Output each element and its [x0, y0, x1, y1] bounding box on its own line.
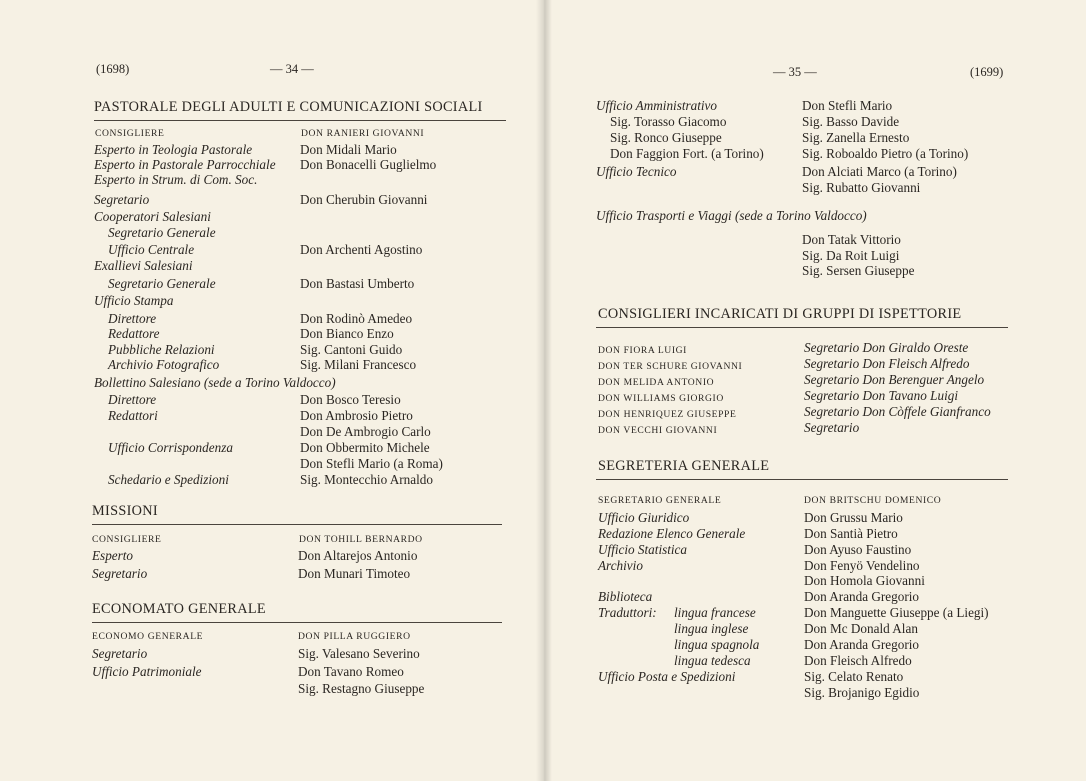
- role-label: Ufficio Trasporti e Viaggi (sede a Torino Valdocco): [596, 208, 867, 223]
- page-number: — 35 —: [773, 65, 817, 79]
- section-rule: [94, 120, 506, 121]
- head-role: ECONOMO GENERALE: [92, 631, 204, 642]
- person-name: Sig. Rubatto Giovanni: [802, 180, 921, 195]
- role-label: Esperto in Strum. di Com. Soc.: [94, 172, 258, 187]
- person-name: Don Ambrosio Pietro: [300, 408, 413, 423]
- role-label: Cooperatori Salesiani: [94, 209, 211, 224]
- person-name: Don Cherubin Giovanni: [300, 192, 428, 207]
- person-name: Don Stefli Mario (a Roma): [300, 456, 443, 471]
- person-name: Don Grussu Mario: [804, 510, 903, 525]
- person-name: Don Santià Pietro: [804, 526, 898, 541]
- role-label: Ufficio Stampa: [94, 293, 174, 308]
- role-label: Esperto in Pastorale Parrocchiale: [94, 157, 276, 172]
- person-name: Don Aranda Gregorio: [804, 637, 919, 652]
- person-name: Don Manguette Giuseppe (a Liegi): [804, 605, 989, 620]
- role-label: Archivio: [598, 558, 643, 573]
- secretary-entry: Segretario Don Fleisch Alfredo: [804, 356, 970, 371]
- role-label: Segretario: [94, 192, 150, 207]
- section-title: CONSIGLIERI INCARICATI DI GRUPPI DI ISPETTORIE: [598, 306, 962, 322]
- language-label: lingua inglese: [674, 621, 749, 636]
- section-rule: [596, 479, 1008, 480]
- person-name: Don Rodinò Amedeo: [300, 311, 413, 326]
- section-title: ECONOMATO GENERALE: [92, 601, 266, 617]
- head-role: CONSIGLIERE: [95, 128, 165, 139]
- role-label: Esperto: [92, 548, 134, 563]
- person-name: Don Ayuso Faustino: [804, 542, 912, 557]
- role-label: Ufficio Centrale: [108, 242, 195, 257]
- head-name: DON BRITSCHU DOMENICO: [804, 495, 942, 506]
- person-name: Sig. Celato Renato: [804, 669, 904, 684]
- person-name: Don Archenti Agostino: [300, 242, 423, 257]
- councillor-name: DON WILLIAMS GIORGIO: [598, 393, 724, 404]
- head-name: DON TOHILL BERNARDO: [299, 534, 423, 545]
- councillor-name: DON HENRIQUEZ GIUSEPPE: [598, 409, 737, 420]
- section-rule: [596, 327, 1008, 328]
- page-number: — 34 —: [270, 62, 314, 76]
- head-name: DON RANIERI GIOVANNI: [301, 128, 425, 139]
- person-name: Don De Ambrogio Carlo: [300, 424, 431, 439]
- role-label: Segretario: [92, 646, 148, 661]
- role-label: Ufficio Patrimoniale: [92, 664, 202, 679]
- running-header-right: (1699): [970, 65, 1004, 79]
- person-name: Sig. Montecchio Arnaldo: [300, 472, 433, 487]
- councillor-name: DON MELIDA ANTONIO: [598, 377, 715, 388]
- role-label: Esperto in Teologia Pastorale: [94, 142, 253, 157]
- role-label: Ufficio Corrispondenza: [108, 440, 233, 455]
- person-name: Sig. Basso Davide: [802, 114, 900, 129]
- role-label: Ufficio Posta e Spedizioni: [598, 669, 736, 684]
- section-title: PASTORALE DEGLI ADULTI E COMUNICAZIONI SOCIALI: [94, 99, 483, 115]
- role-label: Segretario: [92, 566, 148, 581]
- secretary-entry: Segretario Don Giraldo Oreste: [804, 340, 969, 355]
- person-name: Sig. Milani Francesco: [300, 357, 417, 372]
- councillor-name: DON FIORA LUIGI: [598, 345, 687, 356]
- role-label: Direttore: [108, 392, 157, 407]
- person-name: Don Alciati Marco (a Torino): [802, 164, 957, 179]
- person-name: Sig. Roboaldo Pietro (a Torino): [802, 146, 969, 161]
- language-label: lingua francese: [674, 605, 756, 620]
- person-name: Don Homola Giovanni: [804, 573, 925, 588]
- secretary-entry: Segretario Don Berenguer Angelo: [804, 372, 985, 387]
- role-label: Biblioteca: [598, 589, 653, 604]
- person-name: Sig. Valesano Severino: [298, 646, 420, 661]
- role-label: Segretario Generale: [108, 225, 216, 240]
- person-name: Don Bastasi Umberto: [300, 276, 415, 291]
- head-role: SEGRETARIO GENERALE: [598, 495, 722, 506]
- role-label: Pubbliche Relazioni: [108, 342, 215, 357]
- person-name: Don Bonacelli Guglielmo: [300, 157, 437, 172]
- role-label: Ufficio Statistica: [598, 542, 688, 557]
- role-label: Redattore: [108, 326, 160, 341]
- person-name: Sig. Ronco Giuseppe: [610, 130, 722, 145]
- person-name: Sig. Cantoni Guido: [300, 342, 403, 357]
- role-label: Ufficio Amministrativo: [596, 98, 718, 113]
- person-name: Don Mc Donald Alan: [804, 621, 918, 636]
- person-name: Don Faggion Fort. (a Torino): [610, 146, 764, 161]
- person-name: Sig. Sersen Giuseppe: [802, 263, 915, 278]
- person-name: Sig. Restagno Giuseppe: [298, 681, 425, 696]
- person-name: Don Fleisch Alfredo: [804, 653, 912, 668]
- secretary-entry: Segretario Don Tavano Luigi: [804, 388, 958, 403]
- language-label: lingua tedesca: [674, 653, 751, 668]
- role-label: Ufficio Giuridico: [598, 510, 690, 525]
- secretary-entry: Segretario: [804, 420, 860, 435]
- head-role: CONSIGLIERE: [92, 534, 162, 545]
- role-label: Direttore: [108, 311, 157, 326]
- role-label: Redattori: [108, 408, 158, 423]
- running-header-left: (1698): [96, 62, 130, 76]
- role-label: Segretario Generale: [108, 276, 216, 291]
- role-label: Redazione Elenco Generale: [598, 526, 746, 541]
- role-label: Traduttori:: [598, 605, 657, 620]
- person-name: Don Midali Mario: [300, 142, 397, 157]
- section-title: SEGRETERIA GENERALE: [598, 458, 770, 474]
- person-name: Sig. Torasso Giacomo: [610, 114, 727, 129]
- person-name: Don Altarejos Antonio: [298, 548, 418, 563]
- person-name: Don Bianco Enzo: [300, 326, 394, 341]
- person-name: Don Fenyö Vendelino: [804, 558, 920, 573]
- councillor-name: DON VECCHI GIOVANNI: [598, 425, 718, 436]
- person-name: Don Tatak Vittorio: [802, 232, 901, 247]
- role-label: Exallievi Salesiani: [94, 258, 193, 273]
- person-name: Don Obbermito Michele: [300, 440, 430, 455]
- councillor-name: DON TER SCHURE GIOVANNI: [598, 361, 743, 372]
- section-rule: [92, 622, 502, 623]
- section-rule: [92, 524, 502, 525]
- role-label: Schedario e Spedizioni: [108, 472, 229, 487]
- person-name: Don Bosco Teresio: [300, 392, 401, 407]
- role-label: Ufficio Tecnico: [596, 164, 677, 179]
- person-name: Sig. Zanella Ernesto: [802, 130, 910, 145]
- person-name: Sig. Da Roit Luigi: [802, 248, 900, 263]
- person-name: Don Munari Timoteo: [298, 566, 411, 581]
- person-name: Don Stefli Mario: [802, 98, 893, 113]
- person-name: Don Tavano Romeo: [298, 664, 404, 679]
- secretary-entry: Segretario Don Còffele Gianfranco: [804, 404, 991, 419]
- head-name: DON PILLA RUGGIERO: [298, 631, 411, 642]
- language-label: lingua spagnola: [674, 637, 760, 652]
- role-label: Archivio Fotografico: [108, 357, 220, 372]
- book-gutter: [536, 0, 552, 781]
- role-label: Bollettino Salesiano (sede a Torino Valdocco): [94, 375, 336, 390]
- person-name: Sig. Brojanigo Egidio: [804, 685, 920, 700]
- section-title: MISSIONI: [92, 503, 158, 519]
- person-name: Don Aranda Gregorio: [804, 589, 919, 604]
